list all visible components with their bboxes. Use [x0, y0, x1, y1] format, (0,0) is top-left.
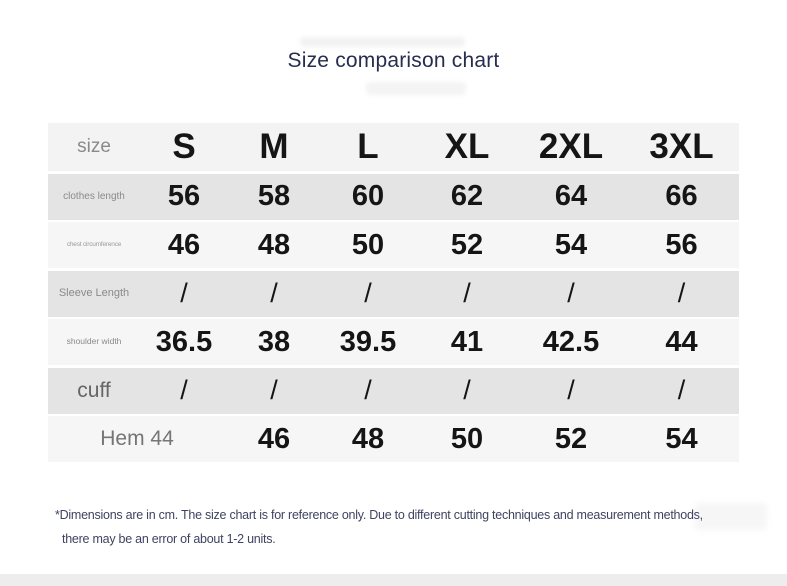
table-cell: / [364, 278, 372, 308]
table-cell: / [270, 375, 278, 405]
table-cell: 56 [167, 180, 201, 212]
table-cell: / [180, 375, 188, 405]
size-column-3xl: 3XL [649, 127, 714, 166]
table-cell: 46 [167, 228, 201, 261]
table-cell: 36.5 [155, 325, 213, 358]
table-cell: 42.5 [542, 325, 600, 358]
bottom-edge-strip [0, 574, 787, 586]
size-column-m: M [259, 127, 289, 166]
row-label: clothes length [63, 191, 125, 202]
table-cell: 38 [257, 325, 291, 358]
ghost-artifact-below-title [366, 82, 466, 95]
table-cell: / [677, 278, 686, 308]
row-label: cuff [77, 378, 111, 402]
table-cell: 50 [450, 422, 484, 455]
table-cell: / [270, 278, 278, 308]
table-cell: / [677, 375, 686, 405]
size-header-label: size [77, 136, 111, 157]
row-label: shoulder width [66, 336, 122, 347]
size-column-xl: XL [444, 127, 490, 166]
table-cell: 60 [351, 180, 385, 212]
table-row-clothes-length [48, 174, 739, 220]
table-cell: 66 [665, 180, 698, 212]
ghost-artifact-above-title [300, 37, 465, 47]
size-column-s: S [172, 127, 196, 166]
table-cell: 48 [257, 228, 291, 261]
table-cell: 52 [554, 422, 588, 455]
size-table [48, 123, 739, 462]
table-cell: / [463, 278, 471, 308]
table-cell: 58 [257, 180, 291, 212]
footnote-line-1: *Dimensions are in cm. The size chart is for reference only. Due to different cutting techniques and measurement methods, [55, 508, 703, 522]
row-label: Hem 44 [100, 427, 174, 451]
table-cell: 54 [554, 228, 588, 261]
table-row-cuff [48, 368, 739, 414]
table-row-chest-circumference [48, 222, 739, 268]
table-cell: 41 [450, 325, 484, 358]
table-cell: / [567, 278, 575, 308]
table-cell: 64 [554, 180, 588, 212]
footnote-line-2: there may be an error of about 1-2 units. [62, 532, 276, 546]
table-cell: / [180, 278, 188, 308]
table-cell: 46 [257, 422, 291, 455]
size-column-2xl: 2XL [538, 127, 604, 166]
table-cell: 62 [450, 180, 484, 212]
table-header-row [48, 123, 739, 171]
table-row-hem [48, 416, 739, 462]
table-cell: 39.5 [339, 325, 397, 358]
table-row-shoulder-width [48, 319, 739, 365]
row-label: chest circumference [66, 241, 122, 249]
table-cell: / [463, 375, 471, 405]
table-cell: / [567, 375, 575, 405]
table-cell: 54 [665, 422, 698, 455]
table-cell: 48 [351, 422, 385, 455]
table-cell: / [364, 375, 372, 405]
table-cell: 44 [665, 325, 698, 358]
table-cell: 52 [450, 228, 484, 261]
page-title: Size comparison chart [287, 49, 500, 72]
table-cell: 50 [351, 228, 385, 261]
ghost-artifact-footnote-right [695, 503, 767, 530]
size-column-l: L [357, 127, 379, 166]
table-row-sleeve-length [48, 271, 739, 317]
table-cell: 56 [665, 228, 698, 261]
row-label: Sleeve Length [58, 287, 130, 300]
